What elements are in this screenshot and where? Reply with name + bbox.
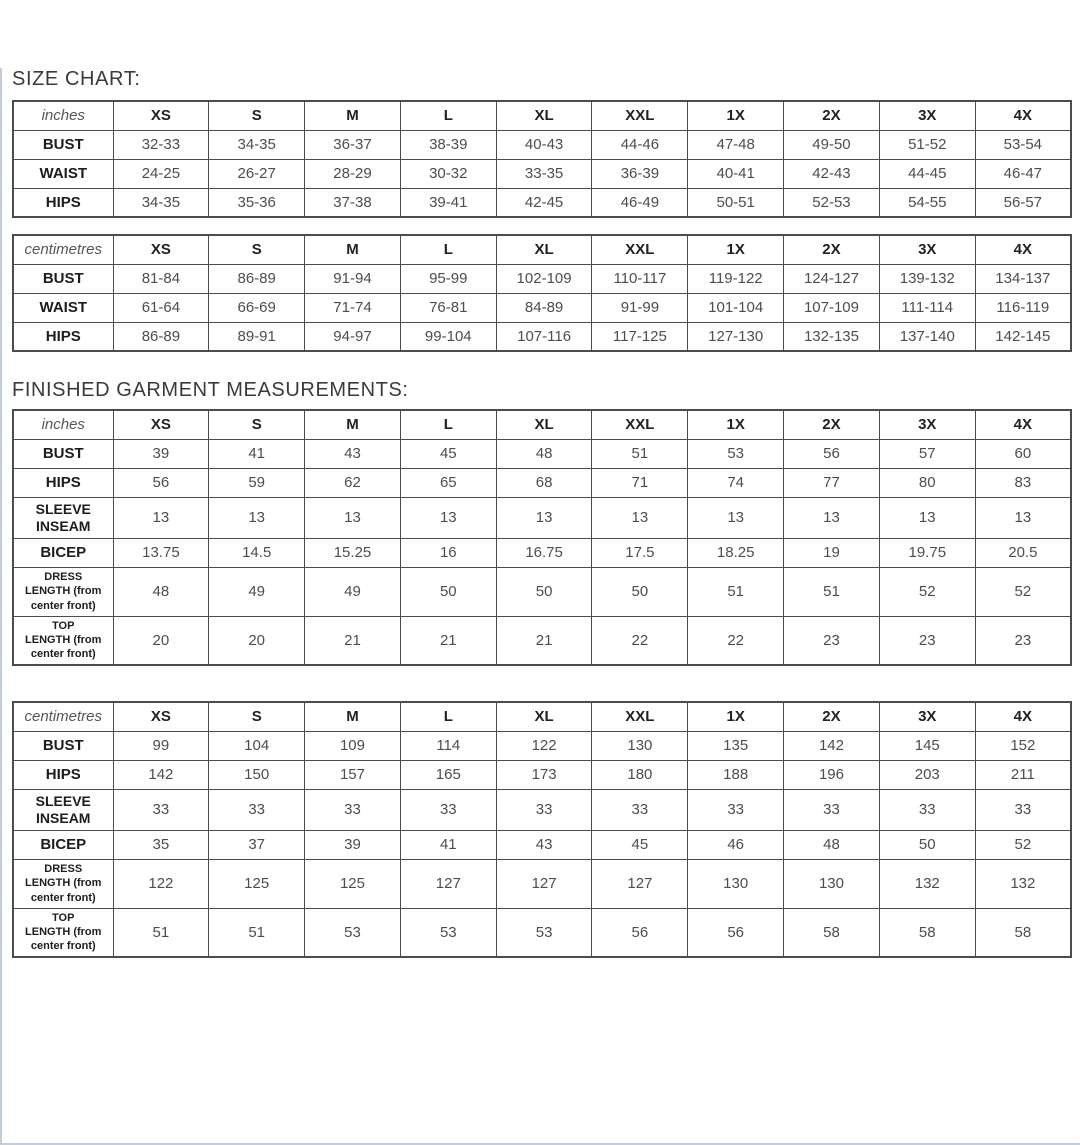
measurement-value: 132 bbox=[879, 859, 975, 908]
measurement-value: 13 bbox=[975, 497, 1071, 538]
row-label: BUST bbox=[13, 130, 113, 159]
size-column-header: XL bbox=[496, 235, 592, 264]
measurement-value: 89-91 bbox=[209, 322, 305, 351]
measurement-value: 17.5 bbox=[592, 538, 688, 567]
measurement-row bbox=[13, 859, 1071, 908]
row-label: TOP LENGTH (from center front) bbox=[13, 908, 113, 957]
measurement-value: 48 bbox=[784, 830, 880, 859]
measurement-value: 26-27 bbox=[209, 159, 305, 188]
measurement-value: 52 bbox=[879, 567, 975, 616]
measurement-value: 50 bbox=[879, 830, 975, 859]
measurement-value: 33 bbox=[975, 789, 1071, 830]
measurement-value: 44-45 bbox=[879, 159, 975, 188]
measurement-value: 36-39 bbox=[592, 159, 688, 188]
size-column-header: 4X bbox=[975, 410, 1071, 439]
measurement-value: 23 bbox=[975, 616, 1071, 665]
size-column-header: XL bbox=[496, 702, 592, 731]
measurement-value: 117-125 bbox=[592, 322, 688, 351]
size-column-header: 1X bbox=[688, 410, 784, 439]
measurement-value: 51 bbox=[209, 908, 305, 957]
measurement-value: 35 bbox=[113, 830, 209, 859]
size-column-header: 4X bbox=[975, 235, 1071, 264]
row-label: BICEP bbox=[13, 538, 113, 567]
measurement-value: 139-132 bbox=[879, 264, 975, 293]
measurement-value: 13 bbox=[592, 497, 688, 538]
measurement-value: 42-45 bbox=[496, 188, 592, 217]
row-label: BUST bbox=[13, 731, 113, 760]
measurement-value: 56 bbox=[113, 468, 209, 497]
row-label: HIPS bbox=[13, 188, 113, 217]
finished-garment-inches-table bbox=[12, 409, 1072, 666]
measurement-value: 95-99 bbox=[400, 264, 496, 293]
measurement-value: 49 bbox=[209, 567, 305, 616]
size-column-header: XS bbox=[113, 410, 209, 439]
measurement-value: 16 bbox=[400, 538, 496, 567]
measurement-row bbox=[13, 293, 1071, 322]
measurement-value: 130 bbox=[784, 859, 880, 908]
size-column-header: 1X bbox=[688, 235, 784, 264]
measurement-value: 49 bbox=[305, 567, 401, 616]
measurement-value: 76-81 bbox=[400, 293, 496, 322]
measurement-value: 20.5 bbox=[975, 538, 1071, 567]
size-chart-inches-table bbox=[12, 100, 1072, 218]
measurement-value: 21 bbox=[496, 616, 592, 665]
measurement-value: 114 bbox=[400, 731, 496, 760]
size-column-header: 1X bbox=[688, 702, 784, 731]
measurement-value: 41 bbox=[400, 830, 496, 859]
size-column-header: 3X bbox=[879, 101, 975, 130]
measurement-value: 116-119 bbox=[975, 293, 1071, 322]
measurement-value: 23 bbox=[879, 616, 975, 665]
measurement-value: 86-89 bbox=[209, 264, 305, 293]
measurement-value: 50 bbox=[496, 567, 592, 616]
measurement-value: 134-137 bbox=[975, 264, 1071, 293]
row-label: WAIST bbox=[13, 159, 113, 188]
measurement-value: 52 bbox=[975, 830, 1071, 859]
measurement-value: 130 bbox=[592, 731, 688, 760]
size-column-header: L bbox=[400, 410, 496, 439]
header-row bbox=[13, 702, 1071, 731]
size-column-header: 2X bbox=[784, 101, 880, 130]
measurement-value: 50 bbox=[592, 567, 688, 616]
measurement-value: 127 bbox=[400, 859, 496, 908]
measurement-value: 48 bbox=[113, 567, 209, 616]
measurement-value: 50 bbox=[400, 567, 496, 616]
measurement-value: 130 bbox=[688, 859, 784, 908]
measurement-row bbox=[13, 616, 1071, 665]
measurement-value: 21 bbox=[400, 616, 496, 665]
measurement-value: 122 bbox=[496, 731, 592, 760]
measurement-value: 127-130 bbox=[688, 322, 784, 351]
measurement-value: 24-25 bbox=[113, 159, 209, 188]
size-chart-heading: SIZE CHART: bbox=[12, 68, 141, 90]
measurement-value: 188 bbox=[688, 760, 784, 789]
row-label: SLEEVE INSEAM bbox=[13, 789, 113, 830]
measurement-value: 56 bbox=[784, 439, 880, 468]
measurement-value: 132 bbox=[975, 859, 1071, 908]
measurement-value: 19.75 bbox=[879, 538, 975, 567]
measurement-value: 44-46 bbox=[592, 130, 688, 159]
measurement-value: 13 bbox=[879, 497, 975, 538]
measurement-value: 39-41 bbox=[400, 188, 496, 217]
row-label: HIPS bbox=[13, 322, 113, 351]
measurement-value: 53 bbox=[400, 908, 496, 957]
measurement-value: 71-74 bbox=[305, 293, 401, 322]
measurement-value: 165 bbox=[400, 760, 496, 789]
measurement-value: 102-109 bbox=[496, 264, 592, 293]
unit-label: centimetres bbox=[13, 702, 113, 731]
measurement-value: 119-122 bbox=[688, 264, 784, 293]
measurement-value: 20 bbox=[113, 616, 209, 665]
measurement-value: 56 bbox=[688, 908, 784, 957]
measurement-row bbox=[13, 497, 1071, 538]
measurement-value: 33 bbox=[879, 789, 975, 830]
measurement-value: 71 bbox=[592, 468, 688, 497]
measurement-value: 152 bbox=[975, 731, 1071, 760]
measurement-value: 61-64 bbox=[113, 293, 209, 322]
measurement-value: 49-50 bbox=[784, 130, 880, 159]
measurement-value: 37 bbox=[209, 830, 305, 859]
measurement-value: 30-32 bbox=[400, 159, 496, 188]
measurement-value: 51 bbox=[688, 567, 784, 616]
size-column-header: L bbox=[400, 235, 496, 264]
size-chart-page bbox=[2, 68, 1080, 958]
size-column-header: S bbox=[209, 235, 305, 264]
measurement-value: 33 bbox=[113, 789, 209, 830]
measurement-row bbox=[13, 567, 1071, 616]
measurement-value: 180 bbox=[592, 760, 688, 789]
measurement-value: 46 bbox=[688, 830, 784, 859]
measurement-value: 125 bbox=[209, 859, 305, 908]
measurement-value: 142 bbox=[784, 731, 880, 760]
measurement-value: 54-55 bbox=[879, 188, 975, 217]
size-column-header: 1X bbox=[688, 101, 784, 130]
measurement-value: 38-39 bbox=[400, 130, 496, 159]
measurement-value: 41 bbox=[209, 439, 305, 468]
header-row bbox=[13, 410, 1071, 439]
row-label: DRESS LENGTH (from center front) bbox=[13, 859, 113, 908]
measurement-value: 127 bbox=[592, 859, 688, 908]
measurement-value: 53 bbox=[496, 908, 592, 957]
measurement-value: 16.75 bbox=[496, 538, 592, 567]
measurement-value: 127 bbox=[496, 859, 592, 908]
unit-label: centimetres bbox=[13, 235, 113, 264]
measurement-value: 142-145 bbox=[975, 322, 1071, 351]
measurement-value: 109 bbox=[305, 731, 401, 760]
size-column-header: M bbox=[305, 101, 401, 130]
measurement-value: 56 bbox=[592, 908, 688, 957]
measurement-value: 51-52 bbox=[879, 130, 975, 159]
measurement-value: 13 bbox=[113, 497, 209, 538]
measurement-row bbox=[13, 731, 1071, 760]
measurement-value: 45 bbox=[592, 830, 688, 859]
measurement-value: 33-35 bbox=[496, 159, 592, 188]
measurement-value: 51 bbox=[592, 439, 688, 468]
measurement-value: 132-135 bbox=[784, 322, 880, 351]
measurement-value: 19 bbox=[784, 538, 880, 567]
measurement-value: 40-41 bbox=[688, 159, 784, 188]
measurement-value: 43 bbox=[305, 439, 401, 468]
measurement-row bbox=[13, 130, 1071, 159]
measurement-value: 99 bbox=[113, 731, 209, 760]
measurement-value: 33 bbox=[688, 789, 784, 830]
size-column-header: 4X bbox=[975, 101, 1071, 130]
row-label: HIPS bbox=[13, 468, 113, 497]
measurement-value: 107-109 bbox=[784, 293, 880, 322]
measurement-value: 48 bbox=[496, 439, 592, 468]
measurement-value: 60 bbox=[975, 439, 1071, 468]
row-label: BUST bbox=[13, 439, 113, 468]
measurement-value: 33 bbox=[592, 789, 688, 830]
measurement-value: 33 bbox=[784, 789, 880, 830]
row-label: BICEP bbox=[13, 830, 113, 859]
measurement-value: 40-43 bbox=[496, 130, 592, 159]
measurement-value: 91-99 bbox=[592, 293, 688, 322]
measurement-value: 33 bbox=[400, 789, 496, 830]
row-label: WAIST bbox=[13, 293, 113, 322]
row-label: SLEEVE INSEAM bbox=[13, 497, 113, 538]
measurement-value: 211 bbox=[975, 760, 1071, 789]
measurement-value: 59 bbox=[209, 468, 305, 497]
measurement-value: 33 bbox=[305, 789, 401, 830]
measurement-value: 20 bbox=[209, 616, 305, 665]
measurement-value: 46-49 bbox=[592, 188, 688, 217]
size-column-header: L bbox=[400, 101, 496, 130]
measurement-value: 104 bbox=[209, 731, 305, 760]
measurement-value: 77 bbox=[784, 468, 880, 497]
size-column-header: XS bbox=[113, 101, 209, 130]
size-column-header: S bbox=[209, 410, 305, 439]
measurement-value: 13 bbox=[209, 497, 305, 538]
measurement-value: 13.75 bbox=[113, 538, 209, 567]
row-label: DRESS LENGTH (from center front) bbox=[13, 567, 113, 616]
size-chart-centimetres-table bbox=[12, 234, 1072, 352]
finished-garment-heading: FINISHED GARMENT MEASUREMENTS: bbox=[12, 379, 409, 401]
measurement-value: 94-97 bbox=[305, 322, 401, 351]
measurement-value: 65 bbox=[400, 468, 496, 497]
size-column-header: 2X bbox=[784, 235, 880, 264]
measurement-value: 142 bbox=[113, 760, 209, 789]
measurement-row bbox=[13, 908, 1071, 957]
measurement-value: 13 bbox=[305, 497, 401, 538]
measurement-value: 56-57 bbox=[975, 188, 1071, 217]
size-column-header: 3X bbox=[879, 702, 975, 731]
measurement-value: 107-116 bbox=[496, 322, 592, 351]
measurement-row bbox=[13, 159, 1071, 188]
measurement-value: 145 bbox=[879, 731, 975, 760]
size-column-header: XXL bbox=[592, 702, 688, 731]
measurement-row bbox=[13, 538, 1071, 567]
measurement-row bbox=[13, 322, 1071, 351]
measurement-value: 18.25 bbox=[688, 538, 784, 567]
measurement-value: 13 bbox=[496, 497, 592, 538]
measurement-value: 53 bbox=[688, 439, 784, 468]
finished-garment-centimetres-table bbox=[12, 701, 1072, 958]
size-column-header: L bbox=[400, 702, 496, 731]
measurement-value: 137-140 bbox=[879, 322, 975, 351]
row-label: BUST bbox=[13, 264, 113, 293]
measurement-value: 14.5 bbox=[209, 538, 305, 567]
measurement-value: 196 bbox=[784, 760, 880, 789]
size-column-header: XXL bbox=[592, 101, 688, 130]
measurement-value: 51 bbox=[113, 908, 209, 957]
measurement-value: 43 bbox=[496, 830, 592, 859]
measurement-value: 21 bbox=[305, 616, 401, 665]
measurement-value: 45 bbox=[400, 439, 496, 468]
measurement-value: 58 bbox=[975, 908, 1071, 957]
measurement-value: 33 bbox=[209, 789, 305, 830]
size-column-header: M bbox=[305, 410, 401, 439]
measurement-value: 110-117 bbox=[592, 264, 688, 293]
measurement-value: 125 bbox=[305, 859, 401, 908]
measurement-value: 22 bbox=[688, 616, 784, 665]
measurement-value: 83 bbox=[975, 468, 1071, 497]
measurement-value: 84-89 bbox=[496, 293, 592, 322]
measurement-row bbox=[13, 830, 1071, 859]
measurement-value: 81-84 bbox=[113, 264, 209, 293]
measurement-value: 157 bbox=[305, 760, 401, 789]
measurement-value: 33 bbox=[496, 789, 592, 830]
size-column-header: 3X bbox=[879, 410, 975, 439]
size-column-header: XL bbox=[496, 410, 592, 439]
header-row bbox=[13, 101, 1071, 130]
measurement-value: 80 bbox=[879, 468, 975, 497]
measurement-value: 32-33 bbox=[113, 130, 209, 159]
measurement-value: 47-48 bbox=[688, 130, 784, 159]
size-column-header: XS bbox=[113, 702, 209, 731]
size-column-header: XXL bbox=[592, 410, 688, 439]
measurement-value: 13 bbox=[400, 497, 496, 538]
measurement-value: 68 bbox=[496, 468, 592, 497]
measurement-value: 52 bbox=[975, 567, 1071, 616]
size-column-header: S bbox=[209, 101, 305, 130]
measurement-value: 53 bbox=[305, 908, 401, 957]
size-column-header: S bbox=[209, 702, 305, 731]
size-column-header: M bbox=[305, 235, 401, 264]
measurement-value: 13 bbox=[688, 497, 784, 538]
measurement-value: 58 bbox=[879, 908, 975, 957]
measurement-value: 86-89 bbox=[113, 322, 209, 351]
row-label: HIPS bbox=[13, 760, 113, 789]
measurement-value: 23 bbox=[784, 616, 880, 665]
measurement-value: 13 bbox=[784, 497, 880, 538]
measurement-value: 91-94 bbox=[305, 264, 401, 293]
measurement-value: 39 bbox=[305, 830, 401, 859]
measurement-value: 36-37 bbox=[305, 130, 401, 159]
size-column-header: XL bbox=[496, 101, 592, 130]
measurement-value: 122 bbox=[113, 859, 209, 908]
measurement-row bbox=[13, 468, 1071, 497]
measurement-value: 53-54 bbox=[975, 130, 1071, 159]
unit-label: inches bbox=[13, 101, 113, 130]
size-column-header: XS bbox=[113, 235, 209, 264]
measurement-value: 39 bbox=[113, 439, 209, 468]
measurement-value: 22 bbox=[592, 616, 688, 665]
measurement-value: 35-36 bbox=[209, 188, 305, 217]
measurement-value: 111-114 bbox=[879, 293, 975, 322]
size-column-header: 2X bbox=[784, 410, 880, 439]
measurement-row bbox=[13, 439, 1071, 468]
measurement-value: 150 bbox=[209, 760, 305, 789]
size-column-header: 3X bbox=[879, 235, 975, 264]
measurement-value: 15.25 bbox=[305, 538, 401, 567]
size-column-header: XXL bbox=[592, 235, 688, 264]
measurement-value: 135 bbox=[688, 731, 784, 760]
measurement-value: 51 bbox=[784, 567, 880, 616]
unit-label: inches bbox=[13, 410, 113, 439]
measurement-value: 57 bbox=[879, 439, 975, 468]
measurement-value: 34-35 bbox=[113, 188, 209, 217]
measurement-value: 124-127 bbox=[784, 264, 880, 293]
measurement-row bbox=[13, 188, 1071, 217]
measurement-value: 203 bbox=[879, 760, 975, 789]
row-label: TOP LENGTH (from center front) bbox=[13, 616, 113, 665]
measurement-value: 101-104 bbox=[688, 293, 784, 322]
measurement-value: 52-53 bbox=[784, 188, 880, 217]
measurement-value: 74 bbox=[688, 468, 784, 497]
measurement-row bbox=[13, 789, 1071, 830]
measurement-value: 58 bbox=[784, 908, 880, 957]
measurement-value: 99-104 bbox=[400, 322, 496, 351]
measurement-value: 62 bbox=[305, 468, 401, 497]
measurement-value: 46-47 bbox=[975, 159, 1071, 188]
measurement-value: 66-69 bbox=[209, 293, 305, 322]
size-column-header: 2X bbox=[784, 702, 880, 731]
size-column-header: M bbox=[305, 702, 401, 731]
measurement-row bbox=[13, 264, 1071, 293]
measurement-value: 34-35 bbox=[209, 130, 305, 159]
measurement-value: 42-43 bbox=[784, 159, 880, 188]
measurement-value: 28-29 bbox=[305, 159, 401, 188]
measurement-value: 37-38 bbox=[305, 188, 401, 217]
header-row bbox=[13, 235, 1071, 264]
measurement-value: 173 bbox=[496, 760, 592, 789]
measurement-row bbox=[13, 760, 1071, 789]
size-column-header: 4X bbox=[975, 702, 1071, 731]
measurement-value: 50-51 bbox=[688, 188, 784, 217]
